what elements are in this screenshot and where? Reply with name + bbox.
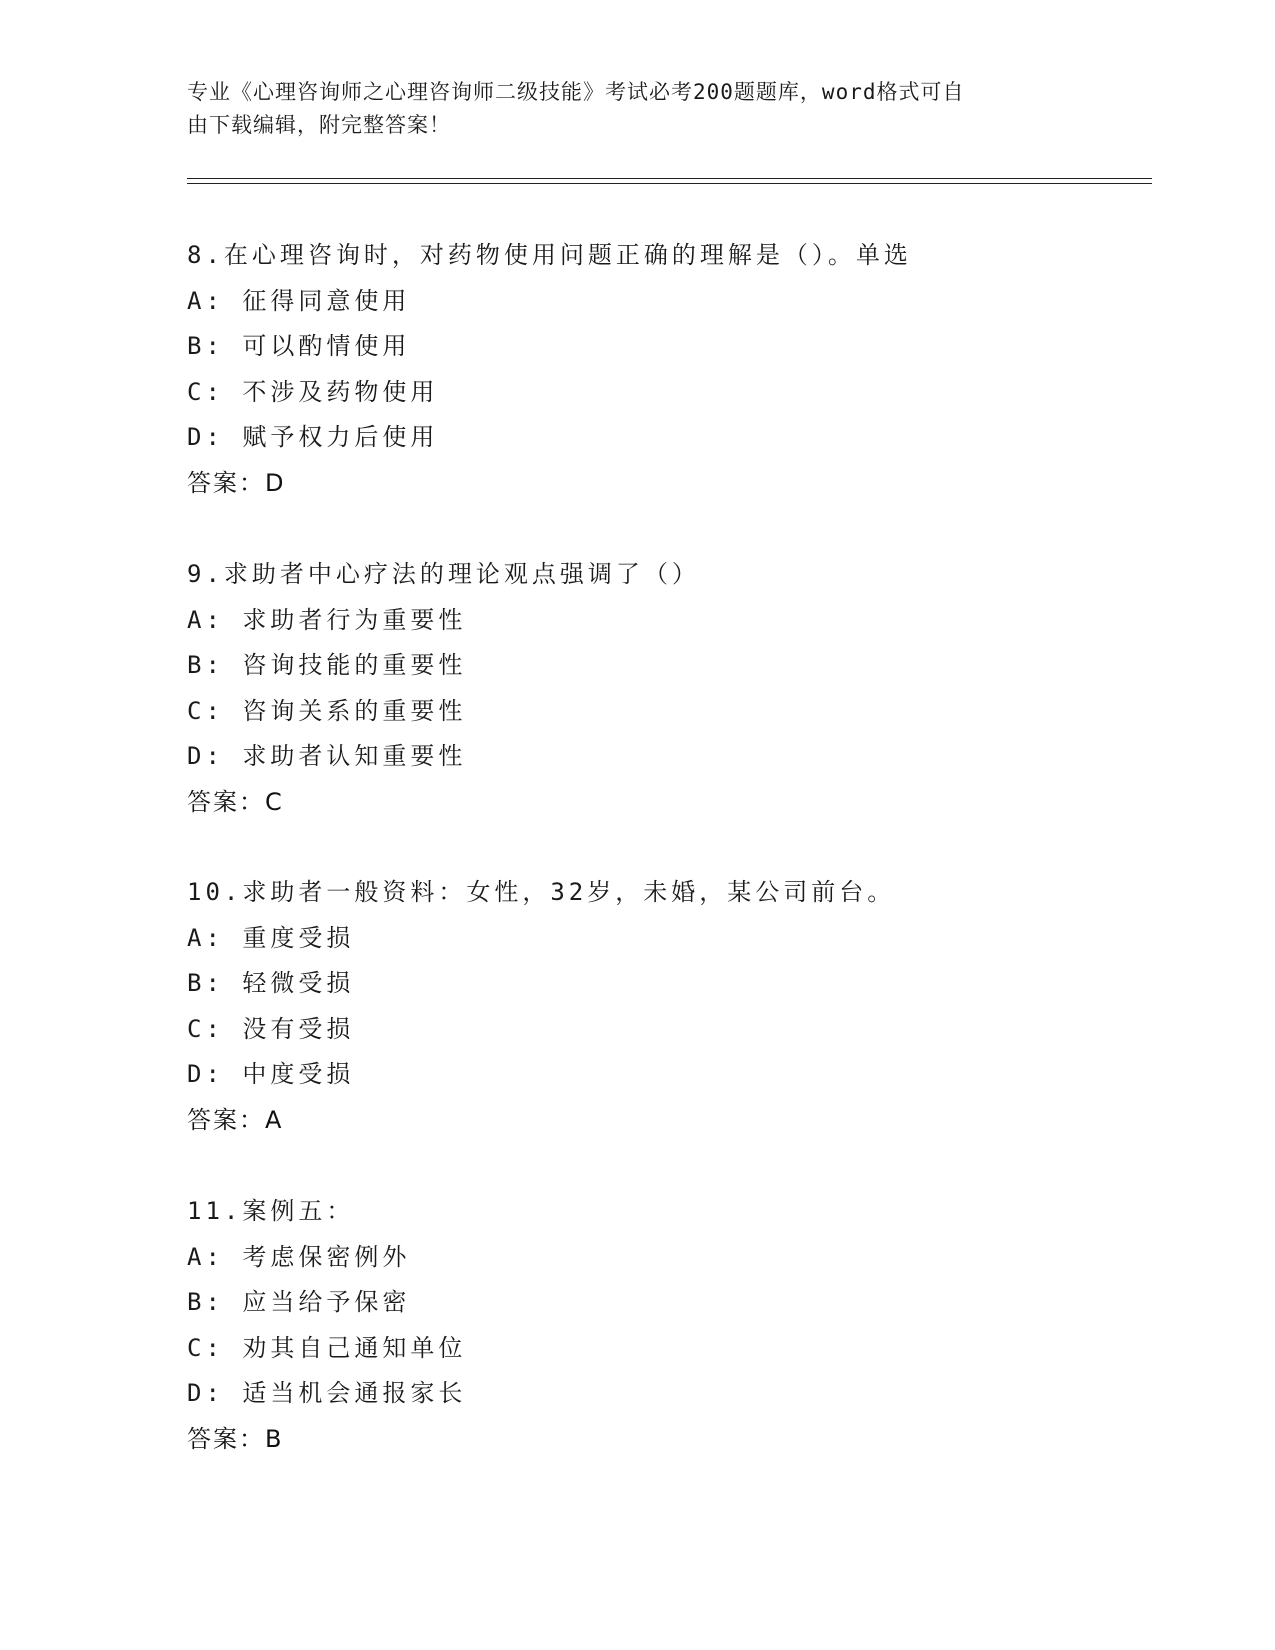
option-b: B: 应当给予保密 [187,1288,411,1317]
option-a: A: 征得同意使用 [187,286,411,315]
option-b: B: 轻微受损 [187,969,355,998]
question-11 [187,1189,1147,1463]
question-10 [187,870,1147,1144]
option-d: D: 求助者认知重要性 [187,742,467,771]
header-divider-top [187,178,1152,179]
header-line-2: 由下载编辑，附完整答案！ [187,113,451,137]
option-b: B: 咨询技能的重要性 [187,651,467,680]
question-stem: 9.求助者中心疗法的理论观点强调了（） [187,560,700,588]
header-divider-bottom [187,183,1152,184]
option-c: C: 不涉及药物使用 [187,377,439,406]
header-line-1: 专业《心理咨询师之心理咨询师二级技能》考试必考200题题库，word格式可自 [187,80,965,104]
document-header [187,76,1067,142]
option-d: D: 赋予权力后使用 [187,423,439,452]
option-a: A: 重度受损 [187,923,355,952]
option-b: B: 可以酌情使用 [187,332,411,361]
question-stem: 10.求助者一般资料：女性，32岁，未婚，某公司前台。 [187,878,896,906]
answer-line: 答案：C [187,787,284,816]
option-d: D: 适当机会通报家长 [187,1379,467,1408]
option-a: A: 求助者行为重要性 [187,605,467,634]
question-stem: 11.案例五： [187,1197,355,1225]
answer-line: 答案：A [187,1105,284,1134]
option-d: D: 中度受损 [187,1060,355,1089]
option-a: A: 考虑保密例外 [187,1242,411,1271]
option-c: C: 咨询关系的重要性 [187,696,467,725]
question-9 [187,552,1147,826]
question-8 [187,233,1147,507]
answer-line: 答案：B [187,1424,284,1453]
option-c: C: 没有受损 [187,1014,355,1043]
question-stem: 8.在心理咨询时，对药物使用问题正确的理解是（）。单选 [187,241,912,269]
answer-line: 答案：D [187,468,286,497]
option-c: C: 劝其自己通知单位 [187,1333,467,1362]
